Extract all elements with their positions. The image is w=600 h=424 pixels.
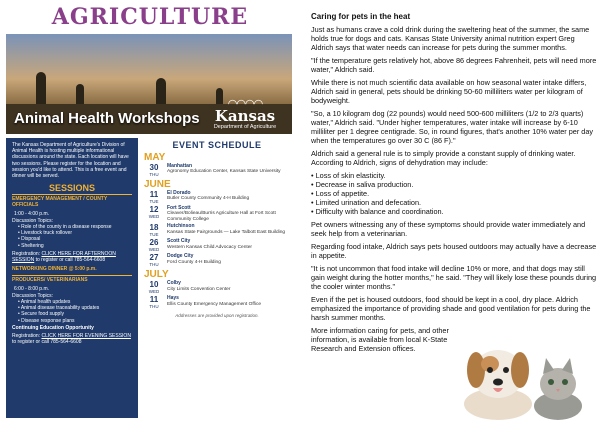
article-paragraph: Just as humans crave a cold drink during the sweltering heat of the summer, the same holds true for dogs and cats. Kansas State University animal nutrition expert Greg Aldrich says that water needs can increase for pets during the summer months. — [311, 25, 590, 52]
evening-session-link[interactable]: CLICK HERE FOR EVENING SESSION — [41, 333, 131, 340]
article-paragraph: While there is not much scientific data available on how seasonal water intake differs, Aldrich said in general, pets should be drinking 50-60 milliliters water per kilogram of bodyweight. — [311, 78, 587, 105]
event-item: 11 TUE El Dorado Butler County Community 4-H Building — [149, 190, 250, 204]
flyer-intro: The Kansas Department of Agriculture's Division of Animal Health is hosting multiple informational discussions around the state. Each location will have two sessions. Please register for the location and session you'd like to attend. This is a free event and dinner will be served. — [12, 142, 129, 180]
emergency-topics-list — [18, 224, 132, 249]
afternoon-registration: Registration: CLICK HERE FOR AFTERNOON SESSION to register or call 785-564-6608 — [12, 250, 116, 264]
vet-topics-list — [18, 299, 132, 324]
list-item: • Limited urination and defecation. — [311, 198, 597, 207]
dehydration-signs-list — [311, 171, 597, 216]
pet-heat-article — [311, 12, 597, 357]
list-item: • Difficulty with balance and coordination. — [311, 207, 597, 216]
networking-dinner: NETWORKING DINNER @ 5:00 p.m. — [12, 266, 97, 273]
article-paragraph: Aldrich said a general rule is to simply provide a constant supply of drinking water. According to Aldrich, signs of dehydration may include: — [311, 149, 576, 167]
month-label: JUNE — [144, 179, 171, 190]
vet-time: 6:00 - 8:00 p.m. — [14, 285, 50, 292]
emergency-heading: EMERGENCY MANAGEMENT / COUNTY OFFICIALS — [12, 194, 132, 208]
month-label: JULY — [144, 269, 169, 281]
sessions-panel — [6, 138, 138, 418]
list-item: • Secure food supply — [18, 311, 132, 317]
event-item: 30 THU Manhattan Agronomy Education Center, Kansas State University — [149, 163, 281, 177]
schedule-title: EVENT SCHEDULE — [172, 140, 262, 150]
event-item: 11 THU Hays Ellis County Emergency Management Office — [149, 295, 262, 310]
list-item: • Loss of appetite. — [311, 189, 597, 198]
event-item: 12 WED Fort Scott Cleaver/Bolieau/Burris Agriculture Hall at Fort Scott Community College — [148, 205, 276, 222]
ce-note: Continuing Education Opportunity — [12, 324, 94, 331]
vet-heading: PRODUCERS/ VETERINARIANS — [12, 275, 132, 283]
article-paragraph: Pet owners witnessing any of these symptoms should provide water immediately and seek help from a veterinarian. — [311, 220, 586, 238]
article-paragraph: Even if the pet is housed outdoors, food should be kept in a cool, dry place. Aldrich emphasized the importance of providing shade and good ventilation for pets during the harsh summer months. — [311, 295, 591, 322]
list-item: • Loss of skin elasticity. — [311, 171, 597, 180]
hero-caption: Animal Health Workshops — [14, 110, 200, 127]
schedule-footnote: Addresses are provided upon registration. — [175, 313, 259, 319]
sessions-title: SESSIONS — [48, 183, 95, 194]
list-item: • Sheltering — [18, 243, 132, 249]
article-paragraph: "It is not uncommon that food intake will decline 10% or more, and that dogs may still gain weight during the hotter months," he said. "They will likely lose these pounds during the cooler winter months." — [311, 264, 597, 291]
kansas-agriculture-logo: ◠◠◠◠ Kansas Department of Agriculture — [213, 98, 277, 130]
list-item: • Disposal — [18, 236, 132, 242]
emergency-time: 1:00 - 4:00 p.m. — [14, 210, 50, 217]
article-paragraph: Regarding food intake, Aldrich says pets housed outdoors may actually have a decrease in appetite. — [311, 242, 597, 260]
evening-registration: Registration: CLICK HERE FOR EVENING SESSION to register or call 785-564-6608 — [12, 333, 131, 346]
event-item: 10 WED Colby City Limits Convention Center — [148, 280, 231, 295]
event-item: 27 THU Dodge City Ford County 4-H Building — [149, 253, 221, 268]
vet-topics-label: Discussion Topics: — [12, 292, 54, 299]
article-paragraph: "If the temperature gets relatively hot, above 86 degrees Fahrenheit, pets will need more water," Aldrich said. — [311, 56, 597, 74]
list-item: • Disease response plans — [18, 318, 132, 324]
month-label: MAY — [144, 152, 166, 163]
emergency-topics-label: Discussion Topics: — [12, 217, 54, 224]
list-item: • Animal health updates — [18, 299, 132, 305]
page-banner-title: AGRICULTURE — [51, 4, 249, 30]
article-paragraph: "So, a 10 kilogram dog (22 pounds) would need 500-600 milliliters (1/2 to 2/3 quarts) water," Aldrich said. "Under higher temperatures, water intake will increase by 6-10 milliliter per 1 degree centigrade. So, in round figures, that's another 10% water per day when the temperatures go over 30 C (86 F)." — [311, 109, 594, 145]
afternoon-session-link[interactable]: CLICK HERE FOR AFTERNOON SESSION — [12, 250, 116, 264]
list-item: • Decrease in saliva production. — [311, 180, 597, 189]
list-item: • Livestock truck rollover — [18, 230, 132, 236]
article-closing: More information caring for pets, and other information, is available from local K-State Research and Extension offices. — [311, 326, 449, 353]
event-item: 18 TUE Hutchinson Kansas State Fairgrounds — Lake Talbott East Building — [149, 223, 286, 238]
article-heading: Caring for pets in the heat — [311, 12, 411, 21]
puppy-and-kitten-photo — [446, 334, 596, 422]
workshop-flyer — [6, 34, 292, 418]
event-item: 26 WED Scott City Western Kansas Child Advocacy Center — [148, 238, 252, 253]
list-item: • Animal disease traceability updates — [18, 305, 132, 311]
list-item: • Role of the county in a disease response — [18, 224, 132, 230]
event-schedule — [144, 140, 290, 418]
